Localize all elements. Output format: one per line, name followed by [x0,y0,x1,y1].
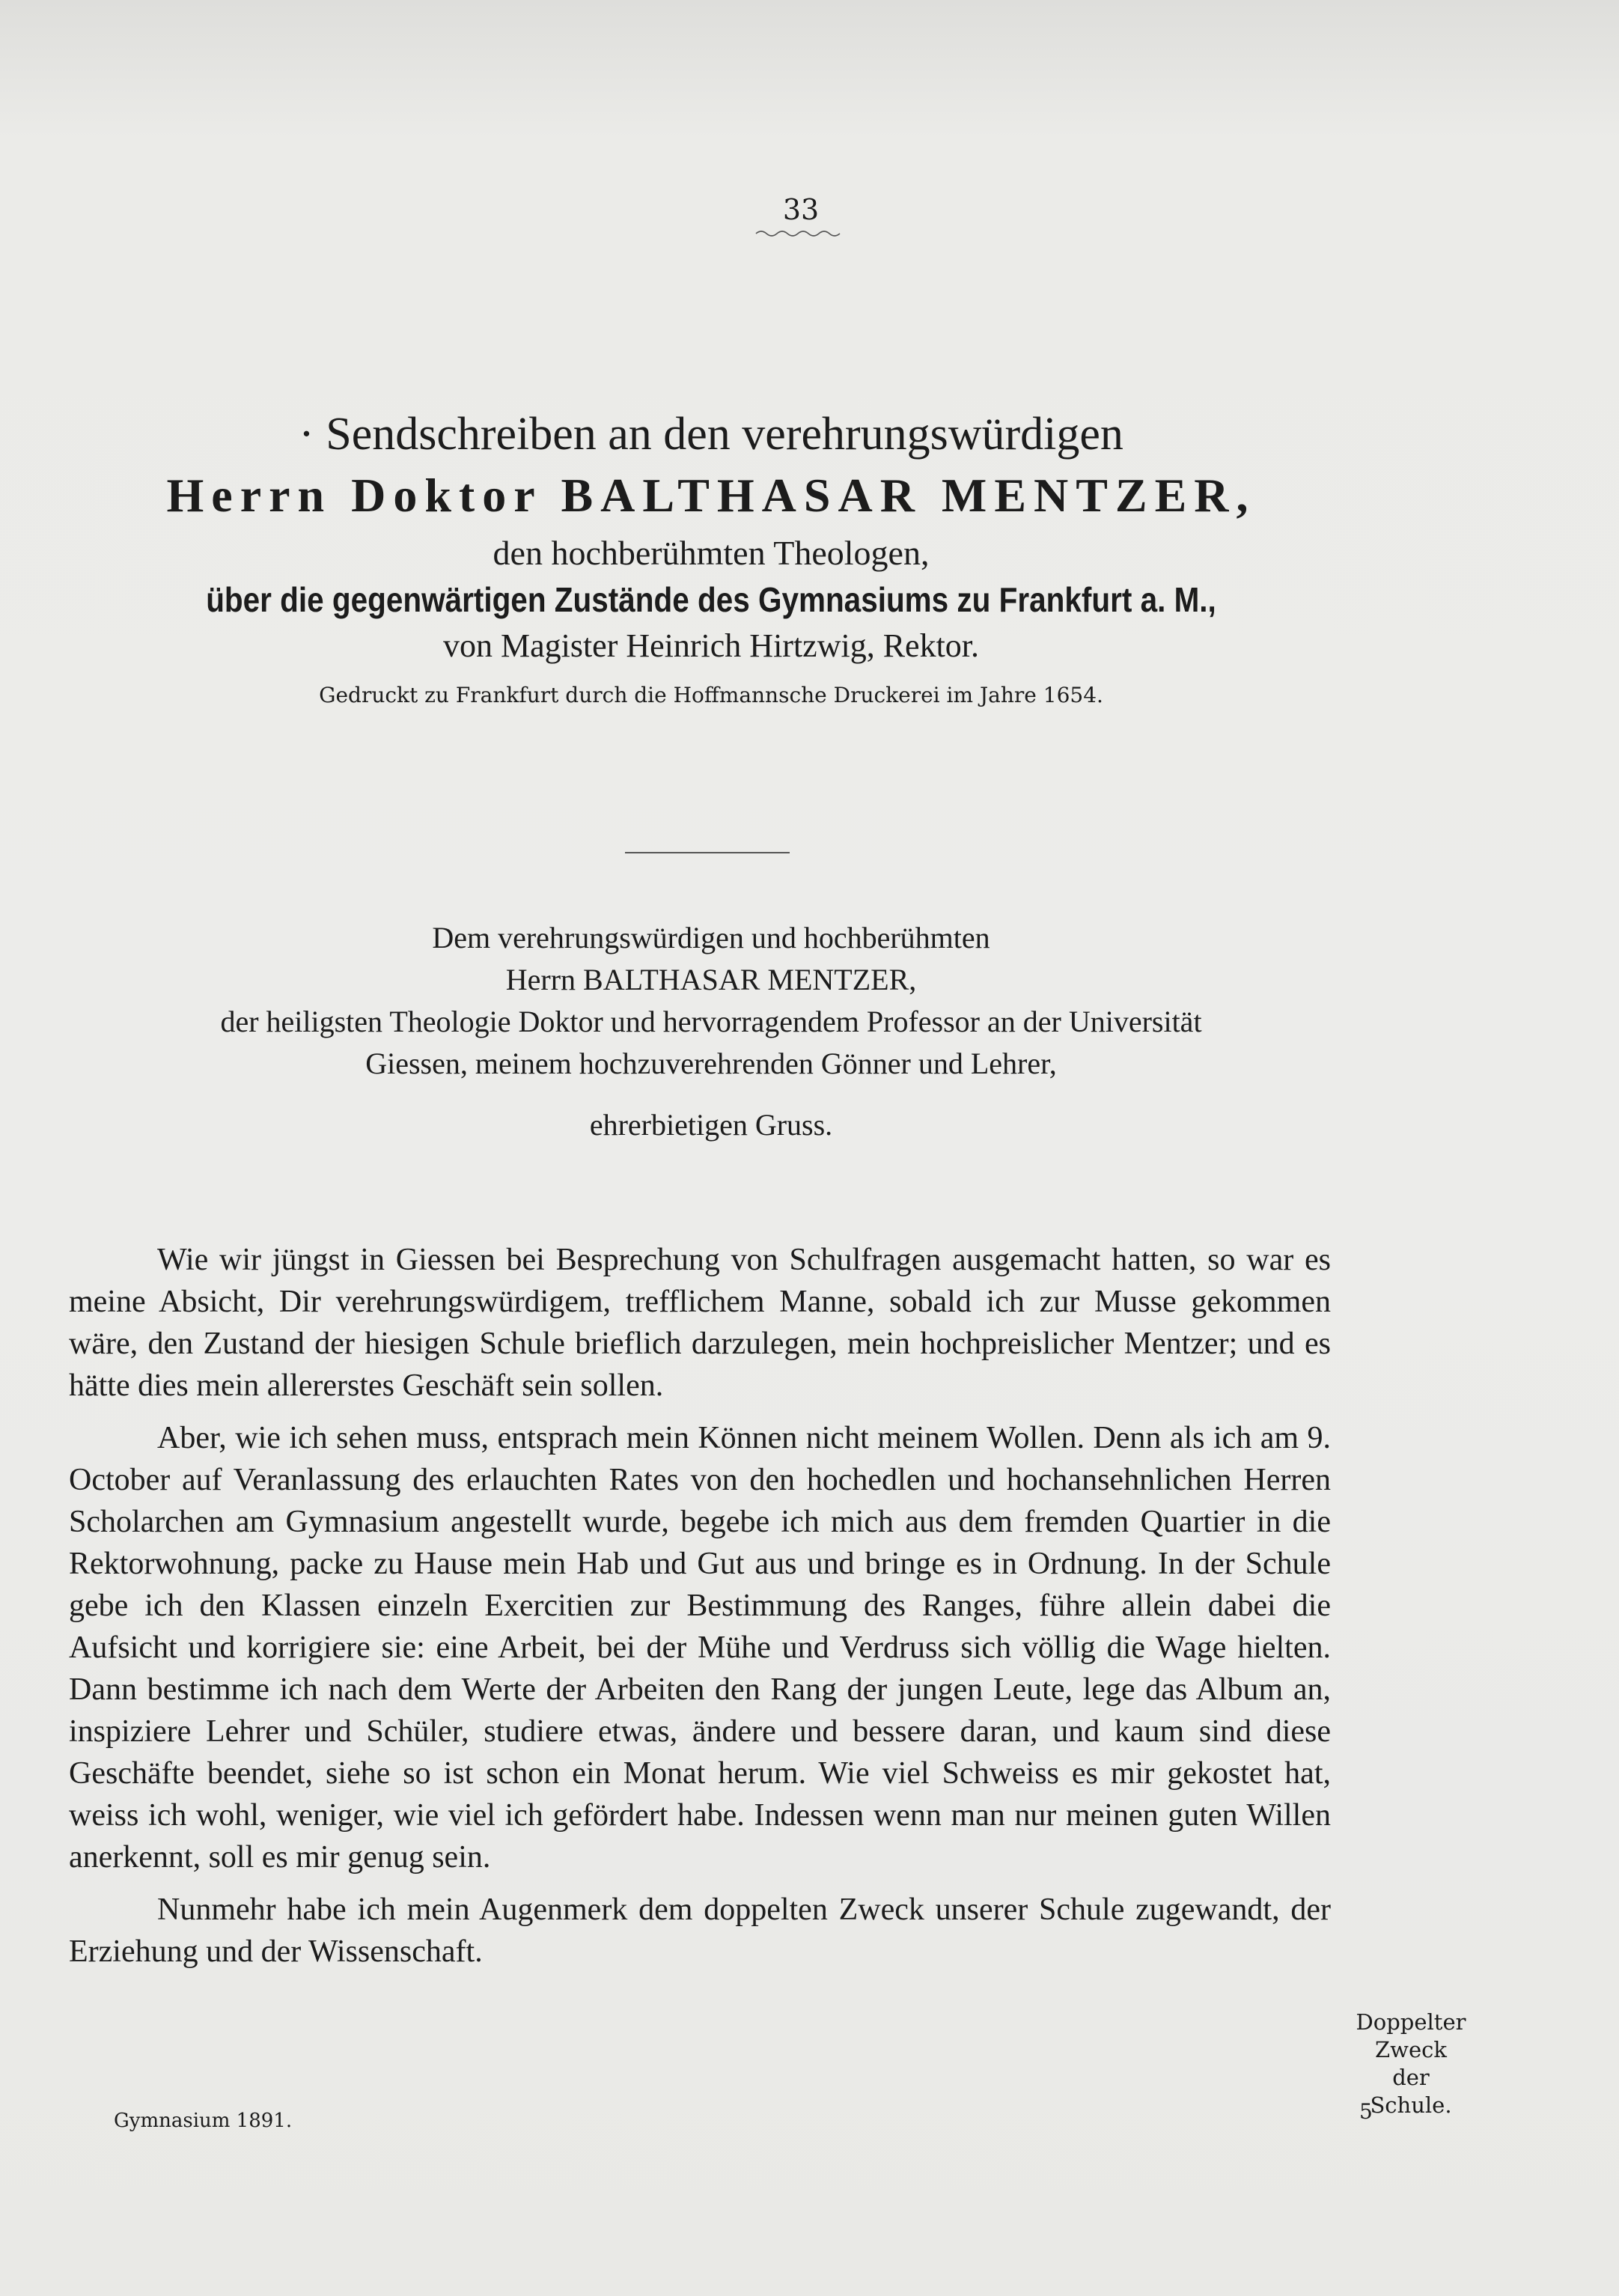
title-line-1: · Sendschreiben an den verehrungswürdigen [299,409,1123,460]
salutation [67,917,1355,1146]
title-line-2: Herrn Doktor BALTHASAR MENTZER, [166,469,1256,522]
body-text [69,1239,1331,1983]
page-number: 33 [782,193,820,226]
title-line-5: von Magister Heinrich Hirtzwig, Rektor. [442,627,980,664]
margin-note-line-3: Schule. [1370,2092,1452,2118]
divider [625,852,790,853]
salutation-line-2: Herrn BALTHASAR MENTZER, [505,963,917,996]
paragraph: Nunmehr habe ich mein Augenmerk dem doppelten Zweck unserer Schule zugewandt, der Erziehung und der Wissenschaft. [69,1892,1331,1969]
footer-signature: 5 [1359,2099,1373,2124]
salutation-line-1: Dem verehrungswürdigen und hochberühmten [432,921,990,954]
salutation-line-3: der heiligsten Theologie Doktor und hervorragendem Professor an der Universität [220,1005,1202,1038]
salutation-greeting: ehrerbietigen Gruss. [589,1108,833,1142]
printing-note: Gedruckt zu Frankfurt durch die Hoffmannsche Druckerei im Jahre 1654. [319,683,1103,707]
wave-ornament-icon [748,226,868,241]
title-line-4: über die gegenwärtigen Zustände des Gymnasiums zu Frankfurt a. M., [206,580,1216,619]
footer-publication: Gymnasium 1891. [114,2110,293,2132]
title-block [67,404,1355,714]
title-line-3: den hochberühmten Theologen, [493,534,930,572]
salutation-line-4: Giessen, meinem hochzuverehrenden Gönner und Lehrer, [365,1047,1057,1080]
margin-note-line-1: Doppelter [1356,2009,1466,2035]
paragraph: Aber, wie ich sehen muss, entsprach mein Können nicht meinem Wollen. Denn als ich am 9. October auf Veranlassung des erlauchten Rates von den hochedlen und hochansehnlichen Herren Scholarchen am Gymnasium angestellt wurde, begebe ich mich aus dem fremden Quartier in die Rektorwohnung, packe zu Hause mein Hab und Gut aus und bringe es in Ordnung. In der Schule gebe ich den Klassen einzeln Exercitien zur Bestimmung des Ranges, führe allein dabei die Aufsicht und korrigiere sie: eine Arbeit, bei der Mühe und Verdruss sich völlig die Wage hielten. Dann bestimme ich nach dem Werte der Arbeiten den Rang der jungen Leute, lege das Album an, inspiziere Lehrer und Schüler, studiere etwas, ändere und bessere daran, und kaum sind diese Geschäfte beendet, siehe so ist schon ein Monat herum. Wie viel Schweiss es mir gekostet hat, weiss ich wohl, weniger, wie viel ich gefördert habe. Indessen wenn man nur meinen guten Willen anerkennt, soll es mir genug sein. [69,1421,1331,1875]
margin-note-line-2: Zweck der [1375,2037,1447,2090]
paragraph: Wie wir jüngst in Giessen bei Besprechung von Schulfragen ausgemacht hatten, so war es meine Absicht, Dir verehrungswürdigem, trefflichem Manne, sobald ich zur Musse gekommen wäre, den Zustand der hiesigen Schule brieflich darzulegen, mein hochpreislicher Mentzer; und es hätte dies mein allererstes Geschäft sein sollen. [69,1243,1331,1403]
